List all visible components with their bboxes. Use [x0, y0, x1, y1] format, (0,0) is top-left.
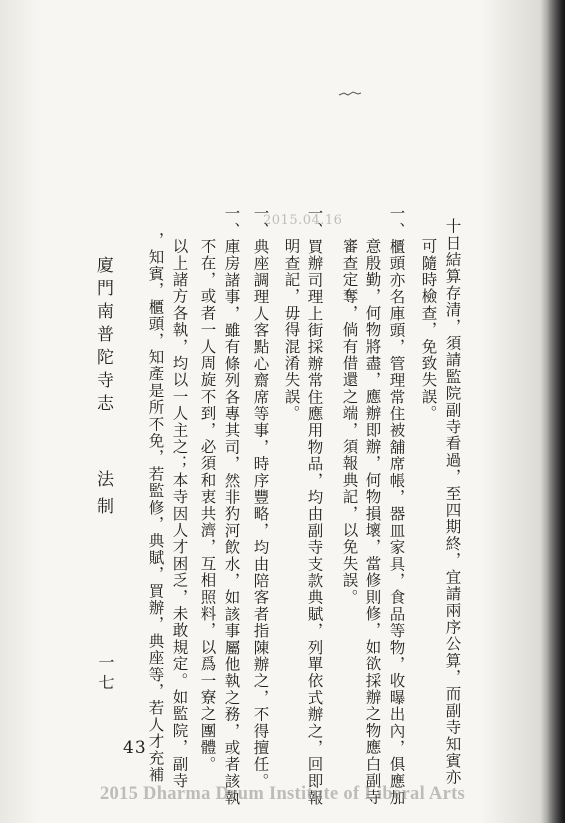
text-column-11: 以上諸方各執，均以一人主之；本寺因人才困乏，未敢規定。如監院，副寺 — [170, 238, 189, 790]
text-column-8: 一、典座調理人客點心齋席等事，時序豐略，均由陪客者指陳辦之，不得擅任。 — [251, 205, 270, 790]
book-title: 廈門南普陀寺志 — [93, 256, 113, 417]
text-column-1: 十日結算存清，須請監院副寺看過，至四期終，宜請兩序公算，而副寺知賓亦 — [443, 218, 462, 786]
page-number-arabic: 43 — [123, 738, 147, 758]
text-column-5: 審查定奪，倘有借還之端，須報典記，以免失誤。 — [340, 238, 359, 606]
text-column-6: 一、買辦司理上街採辦常住應用物品，均由副寺支款典賦，列單依式辦之，回即報 — [305, 205, 324, 807]
watermark: 2015 Dharma Drum Institute of Liberal Arts — [99, 784, 466, 804]
text-column-4: 意殷勤，何物將盡，應辦即辦，何物損壞，當修則修，如欲採辦之物應白副寺 — [363, 238, 382, 806]
text-column-3: 一、櫃頭亦名庫頭，管理常住被舖席帳，器皿家具，食品等物，收曝出內，俱應加 — [387, 205, 406, 807]
section-name: 法制 — [93, 470, 113, 524]
text-column-12: ，知賓，櫃頭，知產是所不免，若監修，典賦，買辦，典座等，若人才充補 — [146, 232, 165, 784]
text-column-7: 明查記，毋得混淆失誤。 — [282, 238, 301, 422]
text-column-2: 可隨時檢查，免致失誤。 — [419, 238, 438, 422]
page-number-chinese: 一七 — [96, 654, 115, 694]
ink-smudge — [338, 91, 362, 97]
text-column-10: 不在，或者一人周旋不到，必須和衷共濟，互相照料，以爲一寮之團體。 — [198, 238, 217, 773]
text-column-9: 一、庫房諸事，雖有條列各專其司，然非犳河飲水，如該事屬他執之務，或者該執 — [222, 205, 241, 807]
book-gutter-shadow — [547, 0, 565, 823]
date-stamp: 2015.04.16 — [263, 213, 343, 228]
